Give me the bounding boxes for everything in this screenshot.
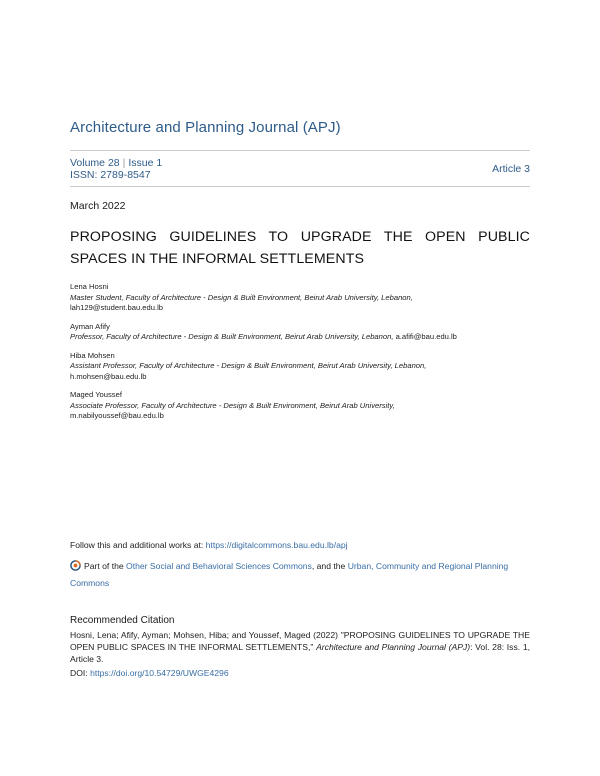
author-name: Lena Hosni bbox=[70, 282, 109, 291]
volume-issue-block bbox=[70, 157, 162, 181]
part-of-middle: , and the bbox=[311, 561, 346, 571]
citation-journal: Architecture and Planning Journal (APJ) bbox=[316, 642, 471, 652]
citation-heading: Recommended Citation bbox=[70, 615, 175, 626]
citation-text: Hosni, Lena; Afify, Ayman; Mohsen, Hiba; and Youssef, Maged (2022) "PROPOSING GUIDELINES TO UPGRADE THE OPEN PUBLIC SPACES IN THE INFORMAL SETTLEMENTS," bbox=[70, 630, 530, 652]
journal-title[interactable]: Architecture and Planning Journal (APJ) bbox=[70, 119, 341, 136]
author-name: Hiba Mohsen bbox=[70, 350, 115, 360]
author-affiliation: Professor, Faculty of Architecture - Design & Built Environment, Beirut Arab University, Lebanon, bbox=[70, 332, 394, 341]
author-entry bbox=[70, 351, 530, 383]
follow-line bbox=[70, 540, 348, 550]
author-entry bbox=[70, 322, 530, 343]
issn-text: ISSN: 2789-8547 bbox=[70, 169, 151, 181]
part-of-prefix: Part of the bbox=[84, 561, 124, 571]
article-title: PROPOSING GUIDELINES TO UPGRADE THE OPEN PUBLIC SPACES IN THE INFORMAL SETTLEMENTS bbox=[70, 229, 530, 267]
author-email[interactable]: lah129@student.bau.edu.lb bbox=[70, 303, 164, 312]
author-email[interactable]: a.afifi@bau.edu.lb bbox=[395, 332, 457, 341]
doi-line bbox=[70, 668, 229, 678]
publication-date: March 2022 bbox=[70, 200, 126, 212]
doi-link[interactable]: https://doi.org/10.54729/UWGE4296 bbox=[90, 668, 229, 678]
repository-link[interactable]: https://digitalcommons.bau.edu.lb/apj bbox=[205, 540, 348, 550]
volume-link[interactable]: Volume 28 bbox=[70, 157, 120, 169]
divider-bottom bbox=[70, 186, 530, 187]
author-email[interactable]: h.mohsen@bau.edu.lb bbox=[70, 371, 147, 381]
part-of-line bbox=[70, 559, 530, 591]
author-affiliation: Assistant Professor, Faculty of Architecture - Design & Built Environment, Beirut Arab University, Lebanon, bbox=[70, 361, 427, 370]
author-email[interactable]: m.nabilyoussef@bau.edu.lb bbox=[70, 411, 164, 420]
follow-text: Follow this and additional works at: bbox=[70, 540, 204, 550]
article-number[interactable]: Article 3 bbox=[492, 163, 530, 175]
author-entry bbox=[70, 282, 530, 314]
author-entry bbox=[70, 390, 530, 422]
commons-link-social[interactable]: Other Social and Behavioral Sciences Commons bbox=[126, 561, 312, 571]
citation-volume: : Vol. 28: Iss. 1, Article 3. bbox=[70, 642, 531, 664]
author-affiliation: Master Student, Faculty of Architecture - Design & Built Environment, Beirut Arab University, Lebanon, bbox=[70, 292, 413, 302]
issue-link[interactable]: Issue 1 bbox=[128, 157, 163, 169]
network-commons-icon bbox=[70, 560, 81, 576]
doi-label: DOI: bbox=[70, 668, 88, 678]
separator: | bbox=[122, 157, 126, 169]
divider-top bbox=[70, 150, 530, 151]
author-affiliation: Associate Professor, Faculty of Architecture - Design & Built Environment, Beirut Arab University, bbox=[70, 400, 395, 410]
citation-body bbox=[70, 629, 530, 665]
author-name: Maged Youssef bbox=[70, 390, 122, 399]
authors-list bbox=[70, 282, 530, 430]
commons-link-urban[interactable]: Urban, Community and Regional Planning Commons bbox=[70, 561, 509, 588]
author-name: Ayman Afify bbox=[70, 321, 110, 331]
